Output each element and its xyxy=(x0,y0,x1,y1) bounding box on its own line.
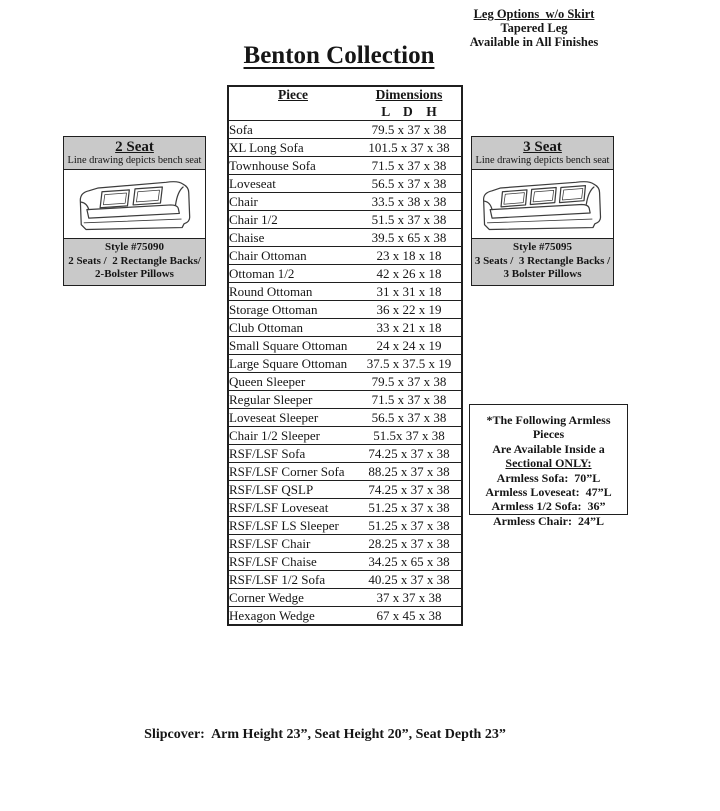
piece-name-cell: Loveseat Sleeper xyxy=(229,409,319,425)
table-row xyxy=(228,247,462,265)
two-seat-style-number: Style #75090 xyxy=(105,241,164,254)
column-header-piece: Piece xyxy=(278,87,308,102)
three-seat-subtitle: Line drawing depicts bench seat xyxy=(475,155,610,166)
piece-dimensions-cell: 31 x 31 x 18 xyxy=(376,283,442,299)
three-seat-caption-line2: 3 Bolster Pillows xyxy=(503,268,582,281)
table-row xyxy=(228,499,462,517)
piece-name-cell: RSF/LSF QSLP xyxy=(229,481,314,497)
leg-options-line-finishes: Available in All Finishes xyxy=(469,34,599,49)
three-seat-drawing-area xyxy=(472,170,613,238)
table-row xyxy=(228,427,462,445)
two-seat-card xyxy=(63,136,206,286)
piece-name-cell: Chair xyxy=(229,193,258,209)
table-row xyxy=(228,589,462,607)
sectional-note-armless-loveseat: Armless Loveseat: 47”L xyxy=(485,485,612,500)
slipcover-note: Slipcover: Arm Height 23”, Seat Height 20”, Seat Depth 23” xyxy=(144,727,506,742)
table-row xyxy=(228,409,462,427)
piece-dimensions-cell: 74.25 x 37 x 38 xyxy=(368,445,450,461)
piece-dimensions-cell: 28.25 x 37 x 38 xyxy=(368,535,450,551)
table-row xyxy=(228,535,462,553)
piece-dimensions-cell: 39.5 x 65 x 38 xyxy=(371,229,447,245)
piece-name-cell: Ottoman 1/2 xyxy=(229,265,295,281)
piece-name-cell: Chair Ottoman xyxy=(229,247,307,263)
piece-dimensions-cell: 51.5 x 37 x 38 xyxy=(371,211,447,227)
piece-name-cell: RSF/LSF Loveseat xyxy=(229,499,329,515)
piece-dimensions-cell: 101.5 x 37 x 38 xyxy=(368,139,450,155)
piece-dimensions-cell: 42 x 26 x 18 xyxy=(376,265,442,281)
two-seat-caption xyxy=(64,238,205,285)
table-row xyxy=(228,355,462,373)
piece-name-cell: Townhouse Sofa xyxy=(229,157,316,173)
table-row xyxy=(228,607,462,626)
piece-name-cell: Chair 1/2 Sleeper xyxy=(229,427,320,443)
piece-name-cell: Club Ottoman xyxy=(229,319,304,335)
table-row xyxy=(228,193,462,211)
leg-options-note xyxy=(443,8,625,49)
sectional-note-line1: *The Following Armless Pieces xyxy=(486,413,611,442)
table-row xyxy=(228,445,462,463)
piece-name-cell: RSF/LSF Chaise xyxy=(229,553,317,569)
two-seat-caption-line1: 2 Seats / 2 Rectangle Backs/ xyxy=(68,254,201,267)
piece-dimensions-cell: 24 x 24 x 19 xyxy=(376,337,442,353)
piece-dimensions-cell: 51.25 x 37 x 38 xyxy=(368,499,450,515)
piece-name-cell: RSF/LSF Sofa xyxy=(229,445,306,461)
table-row xyxy=(228,517,462,535)
dimensions-table xyxy=(227,85,463,626)
piece-name-cell: Hexagon Wedge xyxy=(229,607,315,623)
piece-name-cell: RSF/LSF Chair xyxy=(229,535,311,551)
three-seat-card-header xyxy=(472,137,613,170)
piece-name-cell: RSF/LSF 1/2 Sofa xyxy=(229,571,326,587)
two-seat-subtitle: Line drawing depicts bench seat xyxy=(67,155,202,166)
sectional-note-line2: Are Available Inside a xyxy=(492,441,605,456)
three-seat-card xyxy=(471,136,614,286)
table-row xyxy=(228,175,462,193)
three-seat-caption-line1: 3 Seats / 3 Rectangle Backs / xyxy=(474,254,611,267)
table-row xyxy=(228,337,462,355)
table-row xyxy=(228,463,462,481)
two-seat-caption-line2: 2-Bolster Pillows xyxy=(95,268,174,281)
piece-name-cell: Loveseat xyxy=(229,175,276,191)
table-row xyxy=(228,391,462,409)
piece-dimensions-cell: 71.5 x 37 x 38 xyxy=(371,391,447,407)
piece-dimensions-cell: 74.25 x 37 x 38 xyxy=(368,481,450,497)
three-seat-caption xyxy=(472,238,613,285)
sectional-note-armless-chair: Armless Chair: 24”L xyxy=(493,513,604,528)
dimensions-table-body xyxy=(228,121,462,626)
three-seat-title: 3 Seat xyxy=(523,139,562,155)
piece-dimensions-cell: 88.25 x 37 x 38 xyxy=(368,463,450,479)
table-row xyxy=(228,211,462,229)
two-seat-drawing-area xyxy=(64,170,205,238)
sectional-note-line3: Sectional ONLY: xyxy=(505,456,592,471)
piece-dimensions-cell: 37 x 37 x 38 xyxy=(376,589,442,605)
two-seat-title: 2 Seat xyxy=(115,139,154,155)
dimensions-table-header xyxy=(228,86,462,121)
leg-options-line-tapered: Tapered Leg xyxy=(500,20,568,35)
piece-dimensions-cell: 37.5 x 37.5 x 19 xyxy=(366,355,452,371)
piece-dimensions-cell: 79.5 x 37 x 38 xyxy=(371,373,447,389)
two-seat-card-header xyxy=(64,137,205,170)
table-row xyxy=(228,373,462,391)
table-row xyxy=(228,265,462,283)
piece-name-cell: XL Long Sofa xyxy=(229,139,304,155)
piece-dimensions-cell: 36 x 22 x 19 xyxy=(376,301,442,317)
table-row xyxy=(228,283,462,301)
table-row xyxy=(228,481,462,499)
table-row xyxy=(228,571,462,589)
piece-name-cell: Round Ottoman xyxy=(229,283,313,299)
piece-dimensions-cell: 34.25 x 65 x 38 xyxy=(368,553,450,569)
piece-name-cell: Storage Ottoman xyxy=(229,301,318,317)
piece-dimensions-cell: 71.5 x 37 x 38 xyxy=(371,157,447,173)
piece-dimensions-cell: 79.5 x 37 x 38 xyxy=(371,121,447,137)
piece-dimensions-cell: 33.5 x 38 x 38 xyxy=(371,193,447,209)
leg-options-heading: Leg Options w/o Skirt xyxy=(473,7,595,21)
sectional-note-armless-half-sofa: Armless 1/2 Sofa: 36” xyxy=(491,499,606,514)
piece-dimensions-cell: 56.5 x 37 x 38 xyxy=(371,175,447,191)
piece-name-cell: Chair 1/2 xyxy=(229,211,278,227)
three-seat-style-number: Style #75095 xyxy=(513,241,572,254)
piece-name-cell: Corner Wedge xyxy=(229,589,304,605)
piece-dimensions-cell: 40.25 x 37 x 38 xyxy=(368,571,450,587)
piece-dimensions-cell: 56.5 x 37 x 38 xyxy=(371,409,447,425)
table-row xyxy=(228,229,462,247)
piece-dimensions-cell: 51.25 x 37 x 38 xyxy=(368,517,450,533)
table-row xyxy=(228,121,462,139)
sectional-note xyxy=(469,404,628,528)
piece-name-cell: Small Square Ottoman xyxy=(229,337,348,353)
column-subheader-ldh: L D H xyxy=(381,104,437,119)
page-title: Benton Collection xyxy=(243,42,435,69)
table-row xyxy=(228,301,462,319)
table-row xyxy=(228,553,462,571)
table-row xyxy=(228,319,462,337)
table-row xyxy=(228,139,462,157)
piece-dimensions-cell: 67 x 45 x 38 xyxy=(376,607,442,623)
two-seat-sofa-drawing xyxy=(68,171,202,237)
piece-dimensions-cell: 23 x 18 x 18 xyxy=(376,247,442,263)
piece-name-cell: Queen Sleeper xyxy=(229,373,306,389)
piece-dimensions-cell: 33 x 21 x 18 xyxy=(376,319,442,335)
table-row xyxy=(228,157,462,175)
sectional-note-armless-sofa: Armless Sofa: 70”L xyxy=(496,470,601,485)
column-header-dimensions: Dimensions L D H xyxy=(357,86,462,121)
piece-name-cell: RSF/LSF Corner Sofa xyxy=(229,463,345,479)
piece-name-cell: Large Square Ottoman xyxy=(229,355,348,371)
piece-name-cell: Chaise xyxy=(229,229,265,245)
three-seat-sofa-drawing xyxy=(474,171,612,237)
piece-dimensions-cell: 51.5x 37 x 38 xyxy=(373,427,445,443)
piece-name-cell: Regular Sleeper xyxy=(229,391,313,407)
piece-name-cell: Sofa xyxy=(229,121,253,137)
piece-name-cell: RSF/LSF LS Sleeper xyxy=(229,517,339,533)
